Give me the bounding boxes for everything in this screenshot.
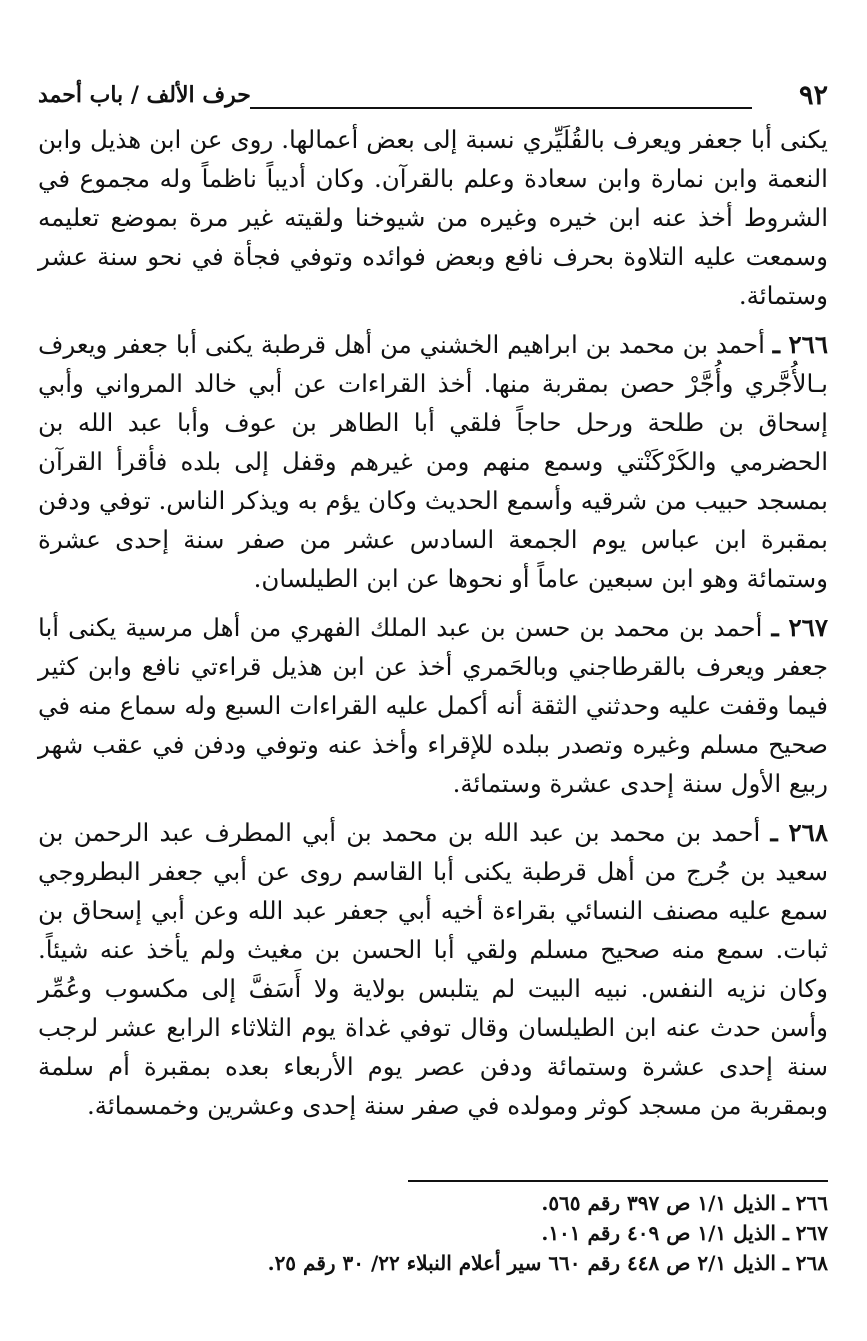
- paragraph-text: أحمد بن محمد بن حسن بن عبد الملك الفهري من أهل مرسية يكنى أبا جعفر ويعرف بالقرطاجني وبالحَمري أخذ عن ابن هذيل قراءتي نافع وابن كثير فيما وقفت عليه وحدثني الثقة أنه أكمل عليه القراءات السبع وله سماع منه في صحيح مسلم وغيره وتصدر ببلده للإقراء وأخذ عنه وتوفي ودفن في عقب شهر ربيع الأول سنة إحدى عشرة وستمائة.: [38, 613, 828, 798]
- body-text: [38, 120, 828, 1125]
- footnote-266: ٢٦٦ ـ الذيل ١/١ ص ٣٩٧ رقم ٥٦٥.: [541, 1191, 828, 1215]
- paragraph-continuation: [38, 120, 828, 315]
- book-page: [38, 80, 828, 1310]
- entry-number: ٢٦٧ ـ: [771, 613, 828, 642]
- paragraph-text: أحمد بن محمد بن عبد الله بن محمد بن أبي المطرف عبد الرحمن بن سعيد بن جُرج من أهل قرطبة يكنى أبا القاسم روى عن أبي جعفر البطروجي سمع عليه مصنف النسائي بقراءة أخيه أبي جعفر عبد الله وعن أبي إسحاق بن ثبات. سمع منه صحيح مسلم ولقي أبا الحسن بن مغيث ولم يأخذ عنه شيئاً. وكان نزيه النفس. نبيه البيت لم يتلبس بولاية ولا أَسَفَّ إلى مكسوب وعُمِّر وأسن حدث عنه ابن الطيلسان وقال توفي غداة يوم الثلاثاء الرابع عشر لرجب سنة إحدى عشرة وستمائة ودفن عصر يوم الأربعاء بعده بمقبرة أم سلمة وبمقربة من مسجد كوثر ومولده في صفر سنة إحدى وعشرين وخمسمائة.: [38, 818, 828, 1120]
- footnote-268: ٢٦٨ ـ الذيل ٢/١ ص ٤٤٨ رقم ٦٦٠ سير أعلام النبلاء ٢٢/ ٣٠ رقم ٢٥.: [267, 1251, 828, 1275]
- entry-number: ٢٦٦ ـ: [772, 330, 828, 359]
- footnote-267: ٢٦٧ ـ الذيل ١/١ ص ٤٠٩ رقم ١٠١.: [541, 1221, 828, 1245]
- footnotes: [38, 1180, 828, 1278]
- running-title: حرف الألف / باب أحمد: [38, 82, 251, 108]
- entry-268: [38, 813, 828, 1125]
- entry-267: [38, 608, 828, 803]
- running-head: [38, 80, 828, 116]
- entry-number: ٢٦٨ ـ: [770, 818, 828, 847]
- paragraph-text: يكنى أبا جعفر ويعرف بالقُلَيِّري نسبة إلى بعض أعمالها. روى عن ابن هذيل وابن النعمة وابن نمارة وابن سعادة وعلم بالقرآن. وكان أديباً ناظماً وله مجموع في الشروط أخذ عنه ابن خيره وغيره من شيوخنا ولقيته غير مرة بموضع تعليمه وسمعت عليه التلاوة بحرف نافع وبعض فوائده وتوفي فجأة في نحو سنة عشر وستمائة.: [38, 125, 828, 310]
- paragraph-text: أحمد بن محمد بن ابراهيم الخشني من أهل قرطبة يكنى أبا جعفر ويعرف بـالأُجَّري وأُجَّرْ حصن بمقربة منها. أخذ القراءات عن أبي خالد المرواني وأبي إسحاق بن طلحة ورحل حاجاً فلقي أبا الطاهر بن عوف وأبا عبد الله بن الحضرمي والكَرْكَنْتي وسمع منهم ومن غيرهم وقفل إلى بلده فأقرأ القرآن بمسجد حبيب من شرقيه وأسمع الحديث وكان يؤم به ويذكر الناس. توفي ودفن بمقبرة ابن عباس يوم الجمعة السادس عشر من صفر سنة إحدى عشرة وستمائة وهو ابن سبعين عاماً أو نحوها عن ابن الطيلسان.: [38, 330, 828, 593]
- entry-266: [38, 325, 828, 598]
- footnote-rule: [408, 1180, 828, 1182]
- page-number: ٩٢: [798, 80, 828, 111]
- header-rule: [250, 107, 752, 109]
